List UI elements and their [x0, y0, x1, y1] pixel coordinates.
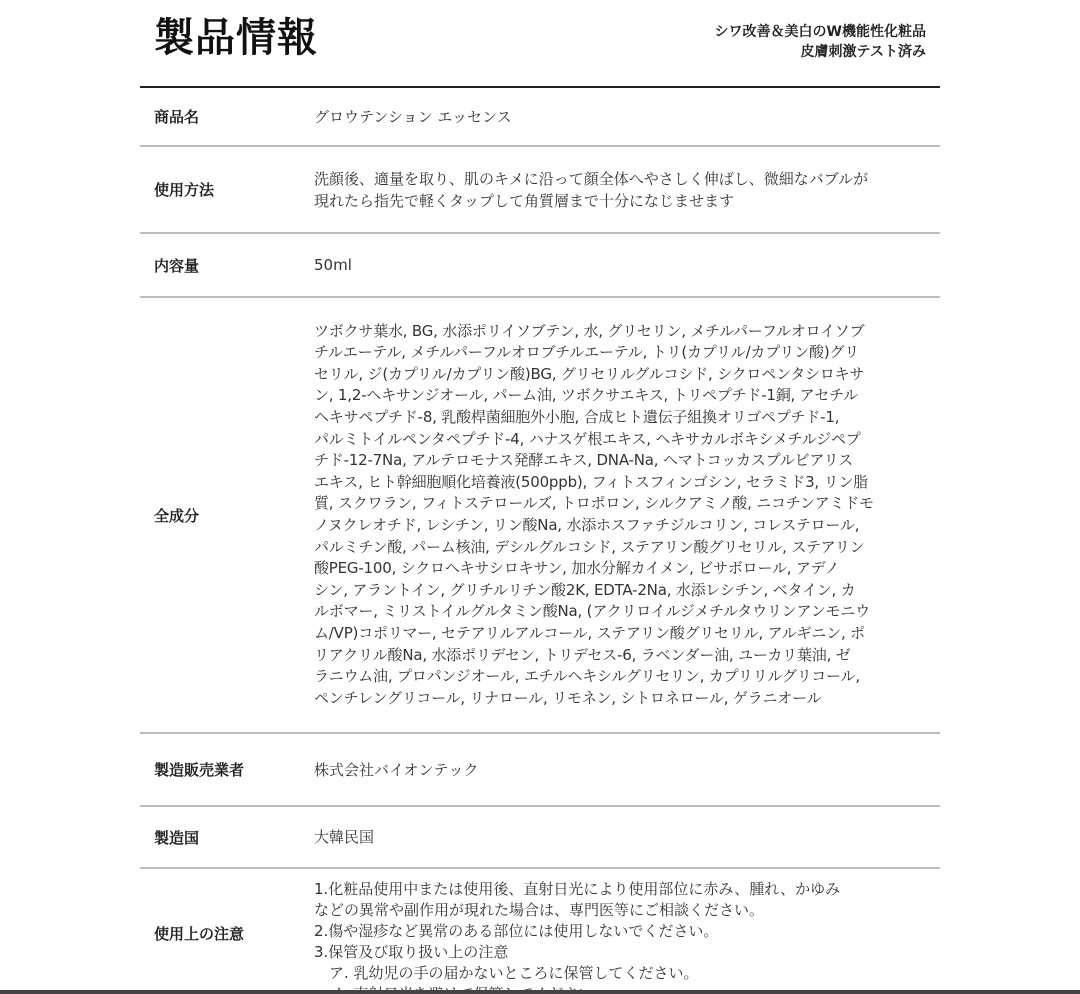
info-row-ingredients [140, 298, 940, 734]
row-value: 50ml [314, 256, 352, 274]
row-label: 製造国 [154, 828, 200, 847]
info-row-volume [140, 234, 940, 298]
cautions-text: 1.化粧品使用中または使用後、直射日光により使用部位に赤み、腫れ、かゆみ などの異常や副作用が現れた場合は、専門医等にご相談ください。 2.傷や湿疹など異常のある部位には使用しないでください。 3.保管及び取り扱い上の注意 ア. 乳幼児の手の届かないところに保管してください。 [314, 880, 841, 982]
info-row-country [140, 807, 940, 869]
row-value: 株式会社バイオンテック [314, 760, 479, 779]
info-row-product-name [140, 88, 940, 147]
ingredients-list: ツボクサ葉水, BG, 水添ポリイソブテン, 水, グリセリン, メチルパーフルオロイソブ チルエーテル, メチルパーフルオロブチルエーテル, トリ(カプリル/カプリン酸)グリ セリル, ジ(カプリル/カプリン酸)BG, グリセリルグルコシド, シクロペンタシロキサ ン, 1,2-ヘキサンジオール, パーム油, ツボクサエキス, トリペプチド-1銅, アセチル ヘキサペプチド-8, 乳酸桿菌細胞外小胞, 合成ヒト遺伝子組換オリゴペプチド-1, パルミトイルペンタペプチド-4, ハナスゲ根エキス, ヘキサカルボキシメチルジペプ チド-12-7Na, アルテロモナス発酵エキス, DNA-Na, ヘマトコッカスプルビアリス エキス, ヒト幹細胞順化培養液(500ppb), フィトスフィンゴシン, セラミド3, リン脂 質, スクワラン, フィトステロールズ, トロポロン, シルクアミノ酸, ニコチンアミドモ ノヌクレオチド, レシチン, リン酸Na, 水添ホスファチジルコリン, コレステロール, パルミチン酸, パーム核油, デシルグルコシド, ステアリン酸グリセリル, ステアリン 酸PEG-100, シクロヘキサシロキサン, 加水分解カイメン, ビサボロール, アデノ シン, アラントイン, グリチルリチン酸2K, EDTA-2Na, 水添レシチン, ベタイン, カ ルボマー, ミリストイルグルタミン酸Na, (アクリロイルジメチルタウリンアンモニウ ム/VP)コポリマー, セテアリルアルコール, ステアリン酸グリセリル, アルギニン, ポ リアクリル酸Na, 水添ポリデセン, トリデセス-6, ラベンダー油, ユーカリ葉油, ゼ ラニウム油, プロパンジオール, エチルヘキシルグリセリン, カプリリルグリコール, ペンチレングリコール, リナロール, リモネン, シトロネロール, ゲラニオール [314, 321, 874, 707]
row-label: 内容量 [154, 256, 200, 275]
row-label: 使用上の注意 [154, 925, 245, 943]
product-info-sheet [140, 0, 940, 994]
bottom-divider [0, 990, 1080, 994]
header [140, 0, 940, 88]
row-value: 洗顔後、適量を取り、肌のキメに沿って顔全体へやさしく伸ばし、微細なバブルが 現れたら指先で軽くタップして角質層まで十分になじませます [314, 169, 869, 210]
page-title: 製品情報 [154, 15, 318, 61]
row-value: グロウテンション エッセンス [314, 107, 512, 126]
row-label: 商品名 [154, 108, 200, 126]
info-row-usage [140, 147, 940, 234]
info-row-manufacturer [140, 734, 940, 807]
row-label: 全成分 [154, 506, 200, 525]
row-value: 大韓民国 [314, 828, 375, 846]
row-label: 使用方法 [154, 181, 215, 199]
product-tagline: シワ改善＆美白のW機能性化粧品 皮膚刺激テスト済み [714, 24, 926, 60]
info-row-cautions [140, 869, 940, 994]
row-label: 製造販売業者 [154, 761, 245, 779]
